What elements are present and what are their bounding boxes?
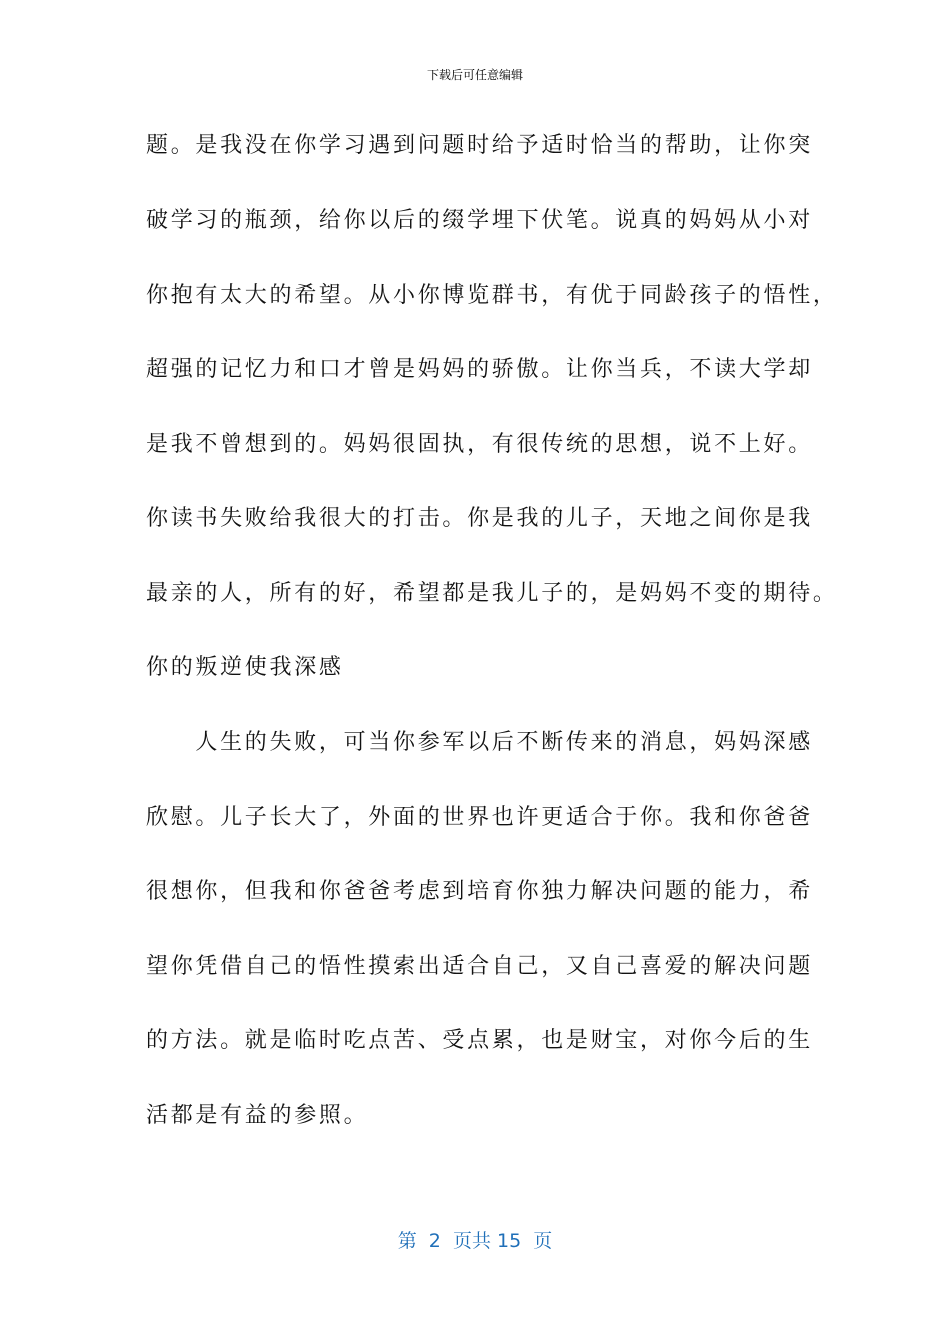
body-line: 题。是我没在你学习遇到问题时给予适时恰当的帮助，让你突 [146,133,813,158]
body-line: 你读书失败给我很大的打击。你是我的儿子，天地之间你是我 [146,506,813,531]
body-line: 很想你，但我和你爸爸考虑到培育你独力解决问题的能力，希 [146,879,813,904]
body-line: 人生的失败，可当你参军以后不断传来的消息，妈妈深感 [146,730,813,755]
body-line: 望你凭借自己的悟性摸索出适合自己，又自己喜爱的解决问题 [146,954,813,979]
body-line: 最亲的人，所有的好，希望都是我儿子的，是妈妈不变的期待。 [146,581,838,606]
body-line: 你的叛逆使我深感 [146,655,344,680]
body-line: 的方法。就是临时吃点苦、受点累，也是财宝，对你今后的生 [146,1028,813,1053]
body-line: 是我不曾想到的。妈妈很固执，有很传统的思想，说不上好。 [146,432,813,457]
page-header: 下载后可任意编辑 [426,68,523,82]
body-line: 你抱有太大的希望。从小你博览群书，有优于同龄孩子的悟性， [146,283,838,308]
body-line: 破学习的瓶颈，给你以后的缀学埋下伏笔。说真的妈妈从小对 [146,208,813,233]
page-number-footer: 第 2 页共 15 页 [397,1230,553,1252]
body-line: 活都是有益的参照。 [146,1103,369,1128]
body-line: 超强的记忆力和口才曾是妈妈的骄傲。让你当兵，不读大学却 [146,357,813,382]
body-line: 欣慰。儿子长大了，外面的世界也许更适合于你。我和你爸爸 [146,805,813,830]
